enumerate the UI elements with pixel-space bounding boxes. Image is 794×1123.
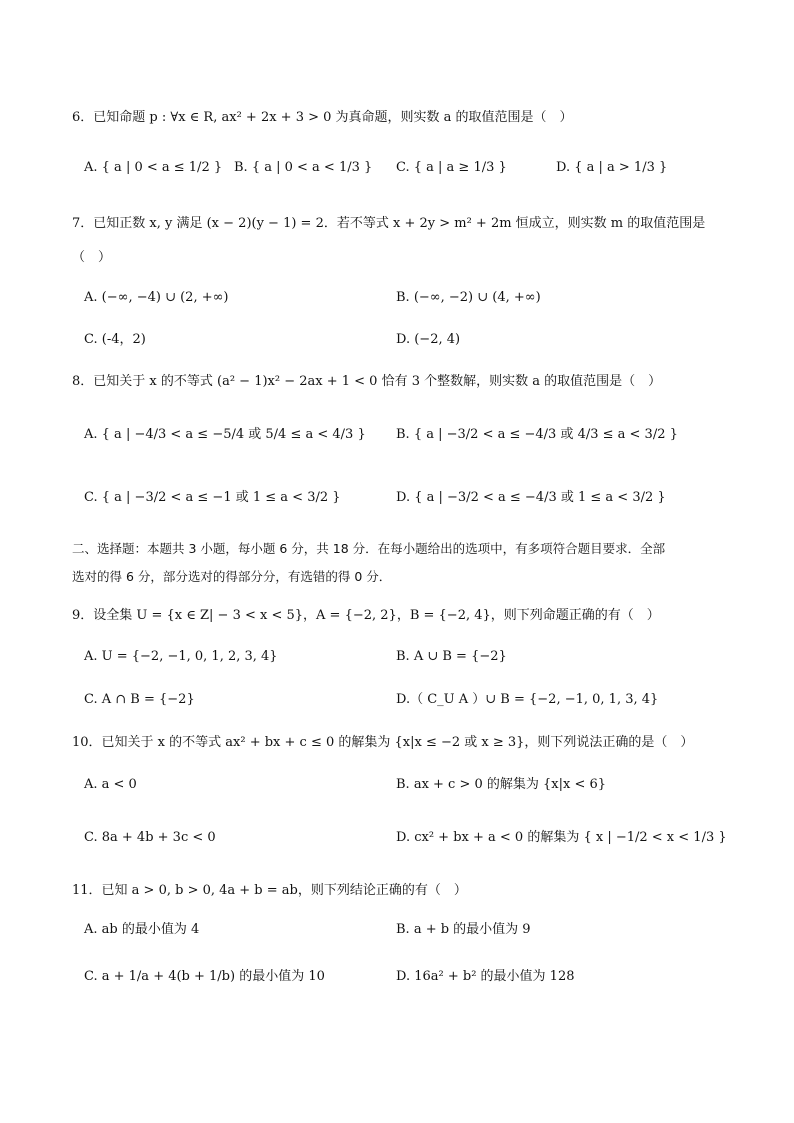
q9-option-d: D.（ C_U A ）∪ B = {−2, −1, 0, 1, 3, 4} [396,692,659,707]
q10-option-c: C. 8a + 4b + 3c < 0 [84,830,216,845]
question-7-stem-cont: （ ） [72,250,112,265]
question-8-stem: 8．已知关于 x 的不等式 (a² − 1)x² − 2ax + 1 < 0 恰有 3 个整数解，则实数 a 的取值范围是（ ） [72,374,662,389]
q10-option-d: D. cx² + bx + a < 0 的解集为 { x | −1/2 < x < 1/3 } [396,830,727,845]
q11-option-a: A. ab 的最小值为 4 [84,922,200,937]
q8-option-d: D. { a | −3/2 < a ≤ −4/3 或 1 ≤ a < 3/2 } [396,490,666,505]
question-7-stem: 7．已知正数 x, y 满足 (x − 2)(y − 1) = 2．若不等式 x + 2y > m² + 2m 恒成立，则实数 m 的取值范围是 [72,216,706,231]
q10-option-a: A. a < 0 [84,777,137,792]
q7-option-b: B. (−∞, −2) ∪ (4, +∞) [396,290,541,305]
q10-option-b: B. ax + c > 0 的解集为 {x|x < 6} [396,777,607,792]
q6-option-d: D. { a | a > 1/3 } [556,160,668,175]
section-2-instructions-line2: 选对的得 6 分，部分选对的得部分分，有选错的得 0 分． [72,569,392,584]
q8-option-c: C. { a | −3/2 < a ≤ −1 或 1 ≤ a < 3/2 } [84,490,341,505]
section-2-instructions-line1: 二、选择题：本题共 3 小题，每小题 6 分，共 18 分．在每小题给出的选项中，有多项符合题目要求．全部 [72,541,666,556]
question-9-stem: 9．设全集 U = {x ∈ Z| − 3 < x < 5}，A = {−2, 2}，B = {−2, 4}，则下列命题正确的有（ ） [72,608,660,623]
q11-option-c: C. a + 1/a + 4(b + 1/b) 的最小值为 10 [84,969,325,984]
q9-option-c: C. A ∩ B = {−2} [84,692,195,707]
q11-option-d: D. 16a² + b² 的最小值为 128 [396,969,575,984]
q7-option-a: A. (−∞, −4) ∪ (2, +∞) [84,290,229,305]
q7-option-d: D. (−2, 4) [396,332,461,347]
q7-option-c: C. (-4，2) [84,332,146,347]
q9-option-a: A. U = {−2, −1, 0, 1, 2, 3, 4} [84,649,278,664]
question-10-stem: 10．已知关于 x 的不等式 ax² + bx + c ≤ 0 的解集为 {x|x ≤ −2 或 x ≥ 3}，则下列说法正确的是（ ） [72,735,694,750]
q6-option-a: A. { a | 0 < a ≤ 1/2 } [84,160,223,175]
q9-option-b: B. A ∪ B = {−2} [396,649,507,664]
q8-option-b: B. { a | −3/2 < a ≤ −4/3 或 4/3 ≤ a < 3/2 } [396,427,678,442]
q8-option-a: A. { a | −4/3 < a ≤ −5/4 或 5/4 ≤ a < 4/3 } [84,427,366,442]
question-6-stem: 6．已知命题 p : ∀x ∈ R, ax² + 2x + 3 > 0 为真命题，则实数 a 的取值范围是（ ） [72,110,573,125]
q6-option-b: B. { a | 0 < a < 1/3 } [234,160,373,175]
question-11-stem: 11．已知 a > 0, b > 0, 4a + b = ab，则下列结论正确的有（ ） [72,883,467,898]
q11-option-b: B. a + b 的最小值为 9 [396,922,531,937]
q6-option-c: C. { a | a ≥ 1/3 } [396,160,507,175]
